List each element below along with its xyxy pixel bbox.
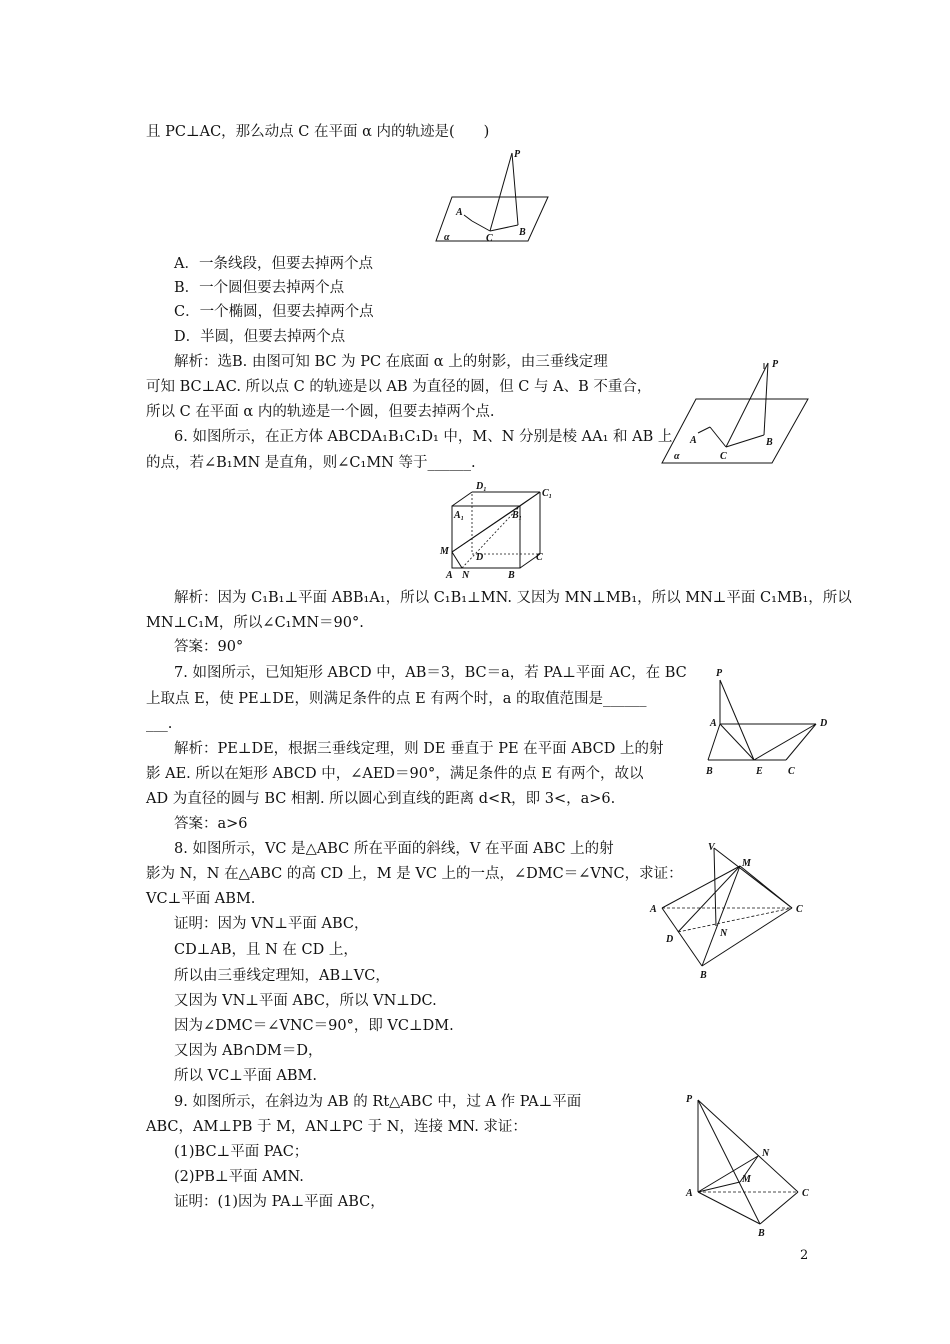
label-b: B	[508, 570, 515, 581]
label-a: A	[456, 207, 463, 218]
figure-q5-small	[430, 145, 550, 245]
label-d1: D₁	[476, 481, 487, 492]
text-line: ABC，AM⊥PB 于 M，AN⊥PC 于 N，连接 MN. 求证：	[146, 1119, 527, 1135]
label-v: V	[708, 842, 715, 853]
label-b: B	[519, 227, 526, 238]
label-b1: B₁	[512, 510, 523, 521]
choice-c: C．一个椭圆，但要去掉两个点	[174, 304, 374, 320]
text-line: 所以由三垂线定理知，AB⊥VC，	[174, 968, 390, 984]
label-d: D	[820, 718, 828, 729]
label-d: D	[476, 552, 484, 563]
label-p: P	[514, 149, 521, 160]
label-n: N	[762, 1148, 770, 1159]
text-line: 又因为 AB∩DM＝D，	[174, 1043, 323, 1059]
label-c: C	[536, 552, 543, 563]
figure-q5-solution	[660, 355, 810, 467]
text-line: 且 PC⊥AC，那么动点 C 在平面 α 内的轨迹是( )	[146, 124, 490, 140]
text-line: 所以 C 在平面 α 内的轨迹是一个圆，但要去掉两个点.	[146, 404, 495, 420]
question-6: 6. 如图所示，在正方体 ABCDA₁B₁C₁D₁ 中，M、N 分别是棱 AA₁ 和 AB 上	[174, 429, 673, 445]
label-c: C	[796, 904, 803, 915]
text-line: MN⊥C₁M，所以∠C₁MN＝90°.	[146, 615, 364, 631]
answer-6: 答案：90°	[174, 639, 244, 655]
question-7: 7. 如图所示，已知矩形 ABCD 中，AB＝3，BC＝a，若 PA⊥平面 AC，在 BC	[174, 665, 687, 681]
label-b: B	[706, 766, 713, 777]
label-p: P	[686, 1094, 693, 1105]
figure-cube	[436, 478, 556, 582]
answer-7: 答案：a>6	[174, 816, 248, 832]
label-c: C	[802, 1188, 809, 1199]
text-line: ___.	[146, 716, 173, 732]
label-c1: C₁	[542, 488, 553, 499]
label-a: A	[686, 1188, 693, 1199]
text-line: 影 AE. 所以在矩形 ABCD 中，∠AED＝90°，满足条件的点 E 有两个，故以	[146, 766, 644, 782]
label-m: M	[440, 546, 449, 557]
text-line: 解析：选B. 由图可知 BC 为 PC 在底面 α 上的射影，由三垂线定理	[174, 354, 608, 370]
label-m: M	[742, 1174, 751, 1185]
label-e: E	[756, 766, 763, 777]
label-d: D	[666, 934, 674, 945]
figure-q7	[706, 666, 836, 778]
label-a: A	[690, 435, 697, 446]
text-line: (1)BC⊥平面 PAC；	[174, 1144, 309, 1160]
label-n: N	[462, 570, 470, 581]
label-a: A	[446, 570, 453, 581]
label-c: C	[720, 451, 727, 462]
text-line: 可知 BC⊥AC. 所以点 C 的轨迹是以 AB 为直径的圆，但 C 与 A、B 不重合，	[146, 379, 652, 395]
label-b: B	[700, 970, 707, 981]
label-a1: A₁	[454, 510, 465, 521]
label-a: A	[710, 718, 717, 729]
choice-a: A．一条线段，但要去掉两个点	[174, 256, 373, 272]
text-line: 上取点 E，使 PE⊥DE，则满足条件的点 E 有两个时，a 的取值范围是______	[146, 691, 647, 707]
label-n: N	[720, 928, 728, 939]
text-line: CD⊥AB，且 N 在 CD 上，	[174, 942, 358, 958]
text-line: 证明：因为 VN⊥平面 ABC，	[174, 916, 369, 932]
text-line: 所以 VC⊥平面 ABM.	[174, 1068, 318, 1084]
question-8: 8. 如图所示，VC 是△ABC 所在平面的斜线，V 在平面 ABC 上的射	[174, 841, 614, 857]
label-p: P	[772, 359, 779, 370]
label-b: B	[758, 1228, 765, 1239]
label-c: C	[486, 233, 493, 244]
label-m: M	[742, 858, 751, 869]
label-alpha: α	[444, 232, 450, 243]
text-line: 影为 N，N 在△ABC 的高 CD 上，M 是 VC 上的一点，∠DMC＝∠VNC，求证：	[146, 866, 683, 882]
question-9: 9. 如图所示，在斜边为 AB 的 Rt△ABC 中，过 A 作 PA⊥平面	[174, 1094, 582, 1110]
text-line: 因为∠DMC＝∠VNC＝90°，即 VC⊥DM.	[174, 1018, 454, 1034]
label-alpha: α	[674, 451, 680, 462]
figure-q8	[648, 838, 814, 982]
label-a: A	[650, 904, 657, 915]
choice-d: D．半圆，但要去掉两个点	[174, 329, 346, 345]
choice-b: B．一个圆但要去掉两个点	[174, 280, 345, 296]
text-line: (2)PB⊥平面 AMN.	[174, 1169, 304, 1185]
figure-q9	[684, 1090, 814, 1238]
text-line: AD 为直径的圆与 BC 相割. 所以圆心到直线的距离 d<R，即 3<，a>6.	[146, 791, 616, 807]
text-line: 解析：PE⊥DE，根据三垂线定理，则 DE 垂直于 PE 在平面 ABCD 上的射	[174, 741, 664, 757]
label-p: P	[716, 668, 723, 679]
text-line: 证明：(1)因为 PA⊥平面 ABC，	[174, 1194, 385, 1210]
text-line: 的点，若∠B₁MN 是直角，则∠C₁MN 等于______.	[146, 455, 476, 471]
text-line: VC⊥平面 ABM.	[146, 891, 256, 907]
page-number: 2	[800, 1248, 809, 1263]
label-c: C	[788, 766, 795, 777]
text-line: 解析：因为 C₁B₁⊥平面 ABB₁A₁，所以 C₁B₁⊥MN. 又因为 MN⊥MB₁，所以 MN⊥平面 C₁MB₁，所以	[174, 590, 852, 606]
label-b: B	[766, 437, 773, 448]
text-line: 又因为 VN⊥平面 ABC，所以 VN⊥DC.	[174, 993, 437, 1009]
